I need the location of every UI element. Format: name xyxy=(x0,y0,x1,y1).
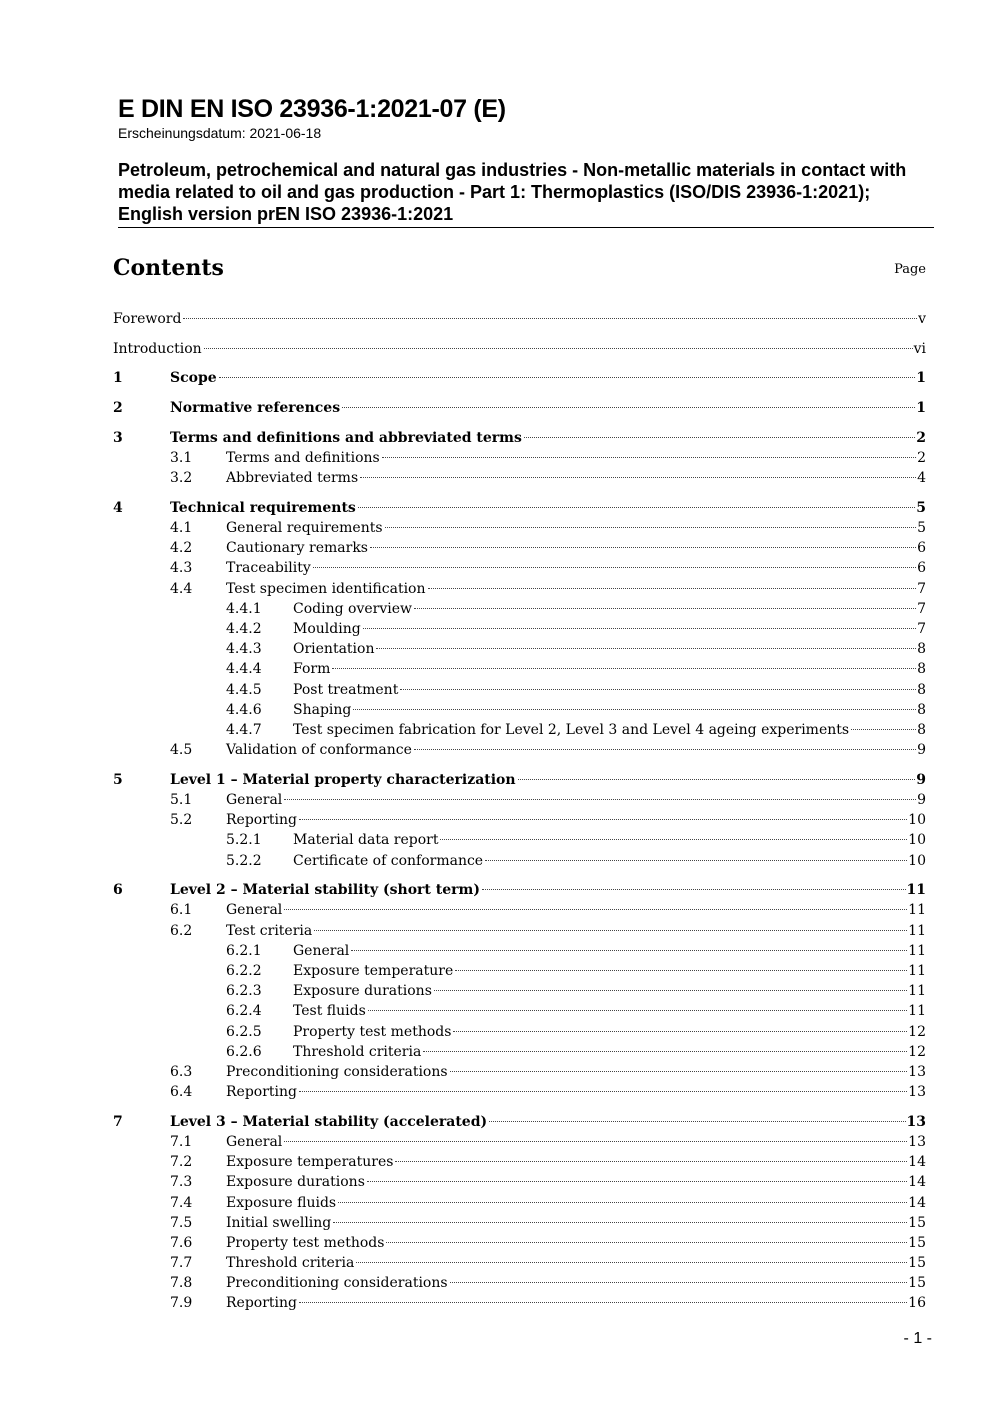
toc-entry-number: 6.3 xyxy=(170,1063,193,1080)
toc-entry[interactable] xyxy=(113,1152,926,1172)
toc-entry-page: 8 xyxy=(917,641,926,658)
toc-entry-page: 10 xyxy=(908,852,926,869)
toc-entry-page: 8 xyxy=(917,661,926,678)
toc-entry-number: 7.6 xyxy=(170,1234,193,1251)
toc-entry-number: 4.5 xyxy=(170,742,193,759)
dot-leader xyxy=(395,1161,907,1162)
toc-entry[interactable] xyxy=(113,599,926,619)
toc-entry[interactable] xyxy=(113,1001,926,1021)
toc-entry-line xyxy=(293,619,926,639)
toc-entry[interactable] xyxy=(113,1193,926,1213)
dot-leader xyxy=(368,1010,907,1011)
toc-entry-line xyxy=(113,339,926,359)
toc-entry-page: 13 xyxy=(908,1133,926,1150)
toc-entry-label: Moulding xyxy=(293,620,361,637)
dot-leader xyxy=(363,628,916,629)
toc-entry[interactable] xyxy=(113,700,926,720)
toc-entry-line xyxy=(293,700,926,720)
toc-entry-label: Level 3 – Material stability (accelerated) xyxy=(170,1113,488,1130)
toc-entry-page: 15 xyxy=(908,1255,926,1272)
dot-leader xyxy=(284,1141,907,1142)
toc-entry-line xyxy=(293,659,926,679)
dot-leader xyxy=(455,970,907,971)
toc-entry-number: 4.4.4 xyxy=(226,661,262,678)
dot-leader xyxy=(284,909,907,910)
toc-entry-number: 5 xyxy=(113,771,123,788)
toc-entry-label: Exposure temperatures xyxy=(226,1154,394,1171)
toc-entry-line xyxy=(226,468,926,488)
toc-entry-page: 12 xyxy=(908,1043,926,1060)
toc-entry-line xyxy=(226,740,926,760)
toc-entry-page: 13 xyxy=(908,1063,926,1080)
dot-leader xyxy=(342,407,915,408)
table-of-contents xyxy=(113,309,926,1314)
toc-entry-page: 7 xyxy=(917,620,926,637)
toc-entry-number: 6.2.1 xyxy=(226,942,262,959)
toc-entry-page: 16 xyxy=(908,1295,926,1312)
toc-entry-label: Level 1 – Material property characterization xyxy=(170,771,516,788)
toc-entry[interactable] xyxy=(113,1273,926,1293)
dot-leader xyxy=(518,779,916,780)
toc-entry-number: 6.2.6 xyxy=(226,1043,262,1060)
toc-entry-label: General requirements xyxy=(226,520,383,536)
toc-entry-line xyxy=(226,790,926,810)
toc-entry-number: 6.4 xyxy=(170,1084,193,1101)
toc-entry[interactable] xyxy=(113,558,926,578)
toc-entry[interactable] xyxy=(113,770,926,790)
toc-entry-label: General xyxy=(226,1133,283,1150)
toc-entry[interactable] xyxy=(113,428,926,448)
dot-leader xyxy=(367,1181,907,1182)
toc-entry-label: Threshold criteria xyxy=(226,1255,355,1272)
toc-entry-line xyxy=(226,1193,926,1213)
dot-leader xyxy=(440,839,907,840)
dot-leader xyxy=(358,507,915,508)
document-id: E DIN EN ISO 23936-1:2021-07 (E) xyxy=(118,95,506,123)
toc-entry-line xyxy=(170,498,926,518)
toc-entry-number: 4.4.2 xyxy=(226,620,262,637)
toc-entry-line xyxy=(226,810,926,830)
dot-leader xyxy=(356,1262,907,1263)
toc-entry-number: 7.8 xyxy=(170,1275,193,1292)
toc-entry[interactable] xyxy=(113,1132,926,1152)
dot-leader xyxy=(450,1282,908,1283)
toc-entry-label: Initial swelling xyxy=(226,1214,332,1231)
toc-entry-page: 11 xyxy=(908,922,926,939)
dot-leader xyxy=(338,1202,907,1203)
toc-entry-label: Level 2 – Material stability (short term) xyxy=(170,882,480,899)
toc-entry-number: 5.2.2 xyxy=(226,852,262,869)
dot-leader xyxy=(382,457,916,458)
toc-entry-label: Test fluids xyxy=(293,1003,366,1020)
toc-entry-page: 15 xyxy=(908,1275,926,1292)
dot-leader xyxy=(386,1242,907,1243)
toc-entry-number: 4.4.7 xyxy=(226,721,262,738)
toc-entry-line xyxy=(226,579,926,599)
toc-entry-label: Preconditioning considerations xyxy=(226,1275,448,1292)
dot-leader xyxy=(450,1071,908,1072)
toc-entry-number: 6.2.4 xyxy=(226,1003,262,1020)
toc-entry-number: 6.1 xyxy=(170,902,193,919)
toc-entry-number: 7 xyxy=(113,1113,123,1130)
toc-entry-line xyxy=(293,851,926,871)
dot-leader xyxy=(219,377,916,378)
contents-heading-row xyxy=(113,252,926,286)
toc-entry-line xyxy=(293,599,926,619)
toc-entry-page: 7 xyxy=(917,600,926,617)
toc-entry-label: Traceability xyxy=(226,560,311,577)
toc-entry-line xyxy=(226,1273,926,1293)
toc-entry-line xyxy=(226,518,926,538)
toc-entry[interactable] xyxy=(113,659,926,679)
toc-entry-page: 8 xyxy=(917,721,926,738)
toc-entry-label: Exposure durations xyxy=(293,983,432,1000)
toc-entry-number: 4.3 xyxy=(170,560,193,577)
dot-leader xyxy=(453,1031,907,1032)
toc-entry-page: 11 xyxy=(908,942,926,959)
toc-entry[interactable] xyxy=(113,740,926,760)
toc-entry-line xyxy=(226,538,926,558)
toc-entry-page: 6 xyxy=(917,540,926,557)
toc-entry-line xyxy=(293,720,926,740)
toc-entry[interactable] xyxy=(113,468,926,488)
toc-entry-line xyxy=(226,921,926,941)
toc-entry-page: 1 xyxy=(916,370,926,387)
dot-leader xyxy=(414,749,916,750)
dot-leader xyxy=(851,729,916,730)
toc-entry-page: 2 xyxy=(917,449,926,466)
toc-entry-page: 9 xyxy=(917,791,926,808)
dot-leader xyxy=(351,950,907,951)
toc-entry-line xyxy=(293,961,926,981)
toc-entry-label: Test specimen identification xyxy=(226,580,426,597)
toc-entry-label: Shaping xyxy=(293,701,352,718)
toc-entry-page: 14 xyxy=(908,1194,926,1211)
toc-entry-number: 6.2 xyxy=(170,922,193,939)
toc-entry-number: 7.7 xyxy=(170,1255,193,1272)
toc-entry[interactable] xyxy=(113,851,926,871)
toc-entry[interactable] xyxy=(113,790,926,810)
toc-entry[interactable] xyxy=(113,1293,926,1313)
toc-entry-label: Reporting xyxy=(226,1295,297,1312)
toc-entry-label: Preconditioning considerations xyxy=(226,1063,448,1080)
toc-entry-label: Coding overview xyxy=(293,600,412,617)
toc-entry-label: Post treatment xyxy=(293,681,399,698)
toc-entry-number: 5.1 xyxy=(170,791,193,808)
toc-entry-number: 4.1 xyxy=(170,520,193,536)
toc-entry-page: 13 xyxy=(906,1113,926,1130)
toc-entry-label: General xyxy=(226,791,283,808)
toc-entry-line xyxy=(170,770,926,790)
toc-entry[interactable] xyxy=(113,619,926,639)
toc-entry-label: Property test methods xyxy=(293,1023,452,1040)
dot-leader xyxy=(333,1222,907,1223)
toc-entry[interactable] xyxy=(113,339,926,359)
toc-entry-line xyxy=(293,1001,926,1021)
toc-entry-line xyxy=(226,1132,926,1152)
toc-entry[interactable] xyxy=(113,1082,926,1102)
toc-entry-page: 12 xyxy=(908,1023,926,1040)
dot-leader xyxy=(314,930,907,931)
toc-entry[interactable] xyxy=(113,639,926,659)
toc-entry-line xyxy=(226,1172,926,1192)
dot-leader xyxy=(414,608,916,609)
toc-entry[interactable] xyxy=(113,1172,926,1192)
page-column-label: Page xyxy=(894,262,926,277)
toc-entry-number: 3.1 xyxy=(170,449,193,466)
toc-entry-line xyxy=(226,1152,926,1172)
toc-entry-line xyxy=(293,941,926,961)
toc-entry-number: 4 xyxy=(113,499,123,516)
toc-entry-number: 6.2.5 xyxy=(226,1023,262,1040)
dot-leader xyxy=(400,689,916,690)
toc-entry-page: 10 xyxy=(908,832,926,849)
toc-entry-label: Exposure fluids xyxy=(226,1194,337,1211)
toc-entry-page: 2 xyxy=(916,429,926,446)
toc-entry-page: 8 xyxy=(917,681,926,698)
dot-leader xyxy=(485,860,907,861)
dot-leader xyxy=(313,567,916,568)
toc-entry-line xyxy=(170,1112,926,1132)
toc-entry-line xyxy=(226,1293,926,1313)
toc-entry-line xyxy=(226,1082,926,1102)
toc-entry-page: 1 xyxy=(916,400,926,417)
toc-entry-line xyxy=(293,830,926,850)
toc-entry-page: 5 xyxy=(917,520,926,536)
toc-entry-page: 14 xyxy=(908,1154,926,1171)
toc-entry[interactable] xyxy=(113,398,926,418)
toc-entry-page: 6 xyxy=(917,560,926,577)
toc-entry-line xyxy=(293,639,926,659)
toc-entry-number: 5.2.1 xyxy=(226,832,262,849)
dot-leader xyxy=(299,1091,907,1092)
toc-entry-label: Cautionary remarks xyxy=(226,540,368,557)
dot-leader xyxy=(299,819,907,820)
toc-entry-line xyxy=(226,558,926,578)
toc-entry-page: 11 xyxy=(908,1003,926,1020)
document-header xyxy=(118,94,934,228)
dot-leader xyxy=(204,348,913,349)
contents-title: Contents xyxy=(113,255,224,281)
toc-entry-label: Abbreviated terms xyxy=(226,470,359,487)
toc-entry[interactable] xyxy=(113,1253,926,1273)
toc-entry-label: Validation of conformance xyxy=(226,742,412,759)
toc-entry[interactable] xyxy=(113,518,926,538)
dot-leader xyxy=(423,1051,907,1052)
toc-entry-number: 2 xyxy=(113,400,123,417)
toc-entry-label: Certificate of conformance xyxy=(293,852,484,869)
toc-entry[interactable] xyxy=(113,368,926,388)
dot-leader xyxy=(299,1302,907,1303)
toc-entry-page: 9 xyxy=(917,742,926,759)
toc-entry-number: 1 xyxy=(113,370,123,387)
toc-entry-number: 4.4.3 xyxy=(226,641,262,658)
toc-entry-page: 7 xyxy=(917,580,926,597)
toc-entry[interactable] xyxy=(113,1233,926,1253)
toc-entry-number: 6 xyxy=(113,882,123,899)
toc-entry-line xyxy=(170,880,926,900)
document-title: Petroleum, petrochemical and natural gas industries - Non-metallic materials in contact with media related to oil and gas production - Part 1: Thermoplastics (ISO/DIS 23936-1:2021); English version prEN ISO 23936-1:2021 xyxy=(118,159,934,228)
dot-leader xyxy=(428,588,917,589)
dot-leader xyxy=(385,527,917,528)
toc-entry-page: 8 xyxy=(917,701,926,718)
dot-leader xyxy=(376,648,916,649)
toc-entry-label: Form xyxy=(293,661,331,678)
toc-entry-number: 4.2 xyxy=(170,540,193,557)
toc-entry-page: 11 xyxy=(908,962,926,979)
toc-entry-number: 6.2.3 xyxy=(226,983,262,1000)
toc-entry-page: 15 xyxy=(908,1234,926,1251)
toc-entry[interactable] xyxy=(113,900,926,920)
toc-entry-label: Orientation xyxy=(293,641,375,658)
toc-entry[interactable] xyxy=(113,498,926,518)
toc-entry-line xyxy=(113,309,926,329)
toc-entry[interactable] xyxy=(113,941,926,961)
toc-entry-line xyxy=(226,900,926,920)
toc-entry-number: 7.3 xyxy=(170,1174,193,1191)
toc-entry-line xyxy=(170,398,926,418)
dot-leader xyxy=(353,709,916,710)
toc-entry-page: 4 xyxy=(917,470,926,487)
toc-entry-label: Reporting xyxy=(226,812,297,829)
toc-entry-page: 9 xyxy=(916,771,926,788)
toc-entry-number: 7.2 xyxy=(170,1154,193,1171)
toc-entry-line xyxy=(226,1253,926,1273)
toc-entry-label: Exposure durations xyxy=(226,1174,365,1191)
toc-entry-number: 3 xyxy=(113,429,123,446)
toc-entry-number: 3.2 xyxy=(170,470,193,487)
toc-entry[interactable] xyxy=(113,579,926,599)
toc-entry[interactable] xyxy=(113,448,926,468)
toc-entry-number: 7.5 xyxy=(170,1214,193,1231)
toc-entry-page: 11 xyxy=(906,882,926,899)
toc-entry[interactable] xyxy=(113,680,926,700)
toc-entry[interactable] xyxy=(113,830,926,850)
toc-entry-number: 4.4.6 xyxy=(226,701,262,718)
toc-entry-page: 10 xyxy=(908,812,926,829)
toc-entry-label: General xyxy=(293,942,350,959)
toc-entry-label: Introduction xyxy=(113,340,202,357)
toc-entry-number: 7.4 xyxy=(170,1194,193,1211)
toc-entry[interactable] xyxy=(113,309,926,329)
dot-leader xyxy=(284,799,916,800)
toc-entry-page: vi xyxy=(913,340,926,357)
toc-entry-line xyxy=(170,368,926,388)
dot-leader xyxy=(434,990,907,991)
toc-entry-label: Property test methods xyxy=(226,1234,385,1251)
toc-entry-label: Exposure temperature xyxy=(293,962,454,979)
toc-entry-line xyxy=(293,1042,926,1062)
toc-entry[interactable] xyxy=(113,981,926,1001)
page-number: - 1 - xyxy=(903,1330,932,1347)
toc-entry-number: 7.1 xyxy=(170,1133,193,1150)
publication-date: Erscheinungsdatum: 2021-06-18 xyxy=(118,125,322,141)
toc-entry-line xyxy=(293,680,926,700)
toc-entry-label: Threshold criteria xyxy=(293,1043,422,1060)
toc-entry-label: Material data report xyxy=(293,832,439,849)
toc-entry[interactable] xyxy=(113,1042,926,1062)
toc-entry-line xyxy=(226,448,926,468)
toc-entry-line xyxy=(226,1213,926,1233)
toc-entry[interactable] xyxy=(113,720,926,740)
toc-entry-page: 5 xyxy=(916,499,926,516)
toc-entry-number: 4.4.1 xyxy=(226,600,262,617)
toc-entry-label: Terms and definitions xyxy=(226,449,380,466)
dot-leader xyxy=(332,668,916,669)
dot-leader xyxy=(370,547,916,548)
toc-entry-line xyxy=(293,1022,926,1042)
toc-entry-line xyxy=(293,981,926,1001)
toc-entry[interactable] xyxy=(113,961,926,981)
toc-entry-number: 6.2.2 xyxy=(226,962,262,979)
toc-entry-page: 11 xyxy=(908,983,926,1000)
toc-entry-page: v xyxy=(918,311,926,327)
toc-entry[interactable] xyxy=(113,1022,926,1042)
toc-entry-number: 4.4.5 xyxy=(226,681,262,698)
toc-entry-number: 5.2 xyxy=(170,812,193,829)
dot-leader xyxy=(489,1121,905,1122)
toc-entry-number: 7.9 xyxy=(170,1295,193,1312)
toc-entry-line xyxy=(226,1233,926,1253)
toc-entry[interactable] xyxy=(113,1213,926,1233)
toc-entry-label: Foreword xyxy=(113,311,182,327)
toc-entry-label: Reporting xyxy=(226,1084,297,1101)
dot-leader xyxy=(360,477,916,478)
toc-entry-page: 13 xyxy=(908,1084,926,1101)
toc-entry-label: Terms and definitions and abbreviated terms xyxy=(170,429,522,446)
dot-leader xyxy=(183,318,917,319)
toc-entry[interactable] xyxy=(113,1112,926,1132)
toc-entry-line xyxy=(170,428,926,448)
dot-leader xyxy=(482,889,906,890)
toc-entry-line xyxy=(226,1062,926,1082)
toc-entry-label: Test criteria xyxy=(226,922,313,939)
toc-entry-label: General xyxy=(226,902,283,919)
toc-entry-page: 14 xyxy=(908,1174,926,1191)
toc-entry-number: 4.4 xyxy=(170,580,193,597)
toc-entry-page: 11 xyxy=(908,902,926,919)
dot-leader xyxy=(524,437,915,438)
toc-entry-label: Test specimen fabrication for Level 2, Level 3 and Level 4 ageing experiments xyxy=(293,721,850,738)
toc-entry[interactable] xyxy=(113,880,926,900)
toc-entry[interactable] xyxy=(113,538,926,558)
toc-entry[interactable] xyxy=(113,810,926,830)
toc-entry-label: Technical requirements xyxy=(170,499,356,516)
toc-entry[interactable] xyxy=(113,1062,926,1082)
toc-entry[interactable] xyxy=(113,921,926,941)
toc-entry-label: Scope xyxy=(170,370,217,387)
toc-entry-page: 15 xyxy=(908,1214,926,1231)
toc-entry-label: Normative references xyxy=(170,400,341,417)
